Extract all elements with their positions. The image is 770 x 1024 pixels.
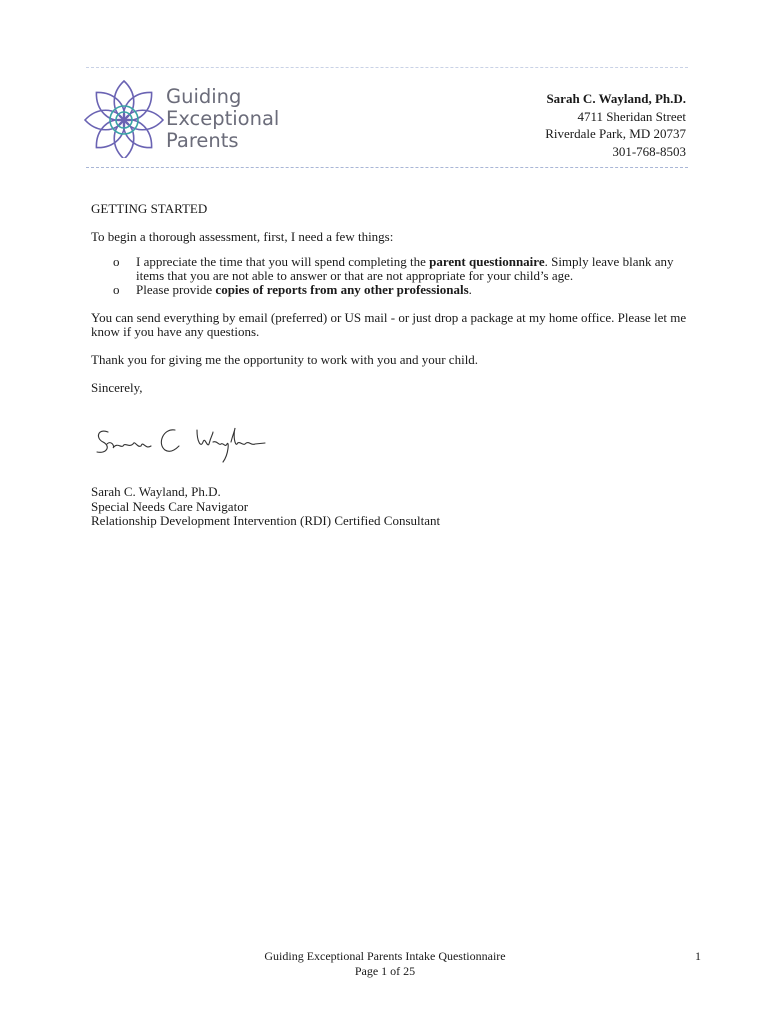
closing: Sincerely,	[91, 380, 143, 395]
footer-page-label: Page 1 of 25	[354, 963, 416, 978]
signer-title-1: Special Needs Care Navigator	[91, 498, 249, 514]
bullet-icon: o	[113, 282, 120, 297]
requirements-list	[91, 255, 691, 297]
item2-text: Please provide	[136, 282, 216, 297]
contact-block	[545, 90, 686, 160]
header-top-rule	[86, 67, 688, 68]
footer-title: Guiding Exceptional Parents Intake Questionnaire	[264, 949, 506, 963]
thanks-paragraph: Thank you for giving me the opportunity to work with you and your child.	[91, 352, 479, 367]
item1-emphasis: parent questionnaire	[429, 254, 545, 269]
item2-text-end: .	[468, 282, 472, 297]
contact-street: 4711 Sheridan Street	[577, 108, 686, 124]
signer-name: Sarah C. Wayland, Ph.D.	[91, 484, 221, 499]
intro-paragraph: To begin a thorough assessment, first, I need a few things:	[91, 229, 394, 244]
item2-emphasis: copies of reports from any other professionals	[215, 282, 469, 297]
list-item-questionnaire	[91, 255, 691, 283]
mandala-logo-icon	[84, 78, 164, 158]
section-heading: GETTING STARTED	[91, 201, 208, 216]
logo-line-1: Guiding	[166, 85, 242, 108]
logo	[84, 78, 280, 158]
page-footer	[0, 949, 770, 978]
contact-name: Sarah C. Wayland, Ph.D.	[546, 91, 686, 106]
item1-text-end: . Simply leave blank any items that you are not able to answer or that are not appropriate for your child’s age.	[136, 254, 674, 283]
logo-line-3: Parents	[166, 129, 239, 152]
handwritten-signature	[93, 420, 268, 468]
bullet-icon: o	[113, 254, 120, 269]
list-item-reports	[91, 283, 691, 297]
page-number: 1	[695, 949, 701, 963]
contact-phone: 301-768-8503	[612, 143, 686, 159]
header-bottom-rule	[86, 167, 688, 168]
letter-body	[91, 202, 691, 395]
item1-text: I appreciate the time that you will spend completing the	[136, 254, 430, 269]
logo-wordmark	[166, 86, 279, 152]
send-paragraph: You can send everything by email (preferred) or US mail - or just drop a package at my home office. Please let me know if you have any questions.	[91, 310, 687, 339]
logo-line-2: Exceptional	[166, 107, 280, 130]
contact-city: Riverdale Park, MD 20737	[545, 126, 686, 141]
signature-block	[91, 485, 440, 529]
signer-title-2: Relationship Development Intervention (RDI) Certified Consultant	[91, 513, 441, 528]
